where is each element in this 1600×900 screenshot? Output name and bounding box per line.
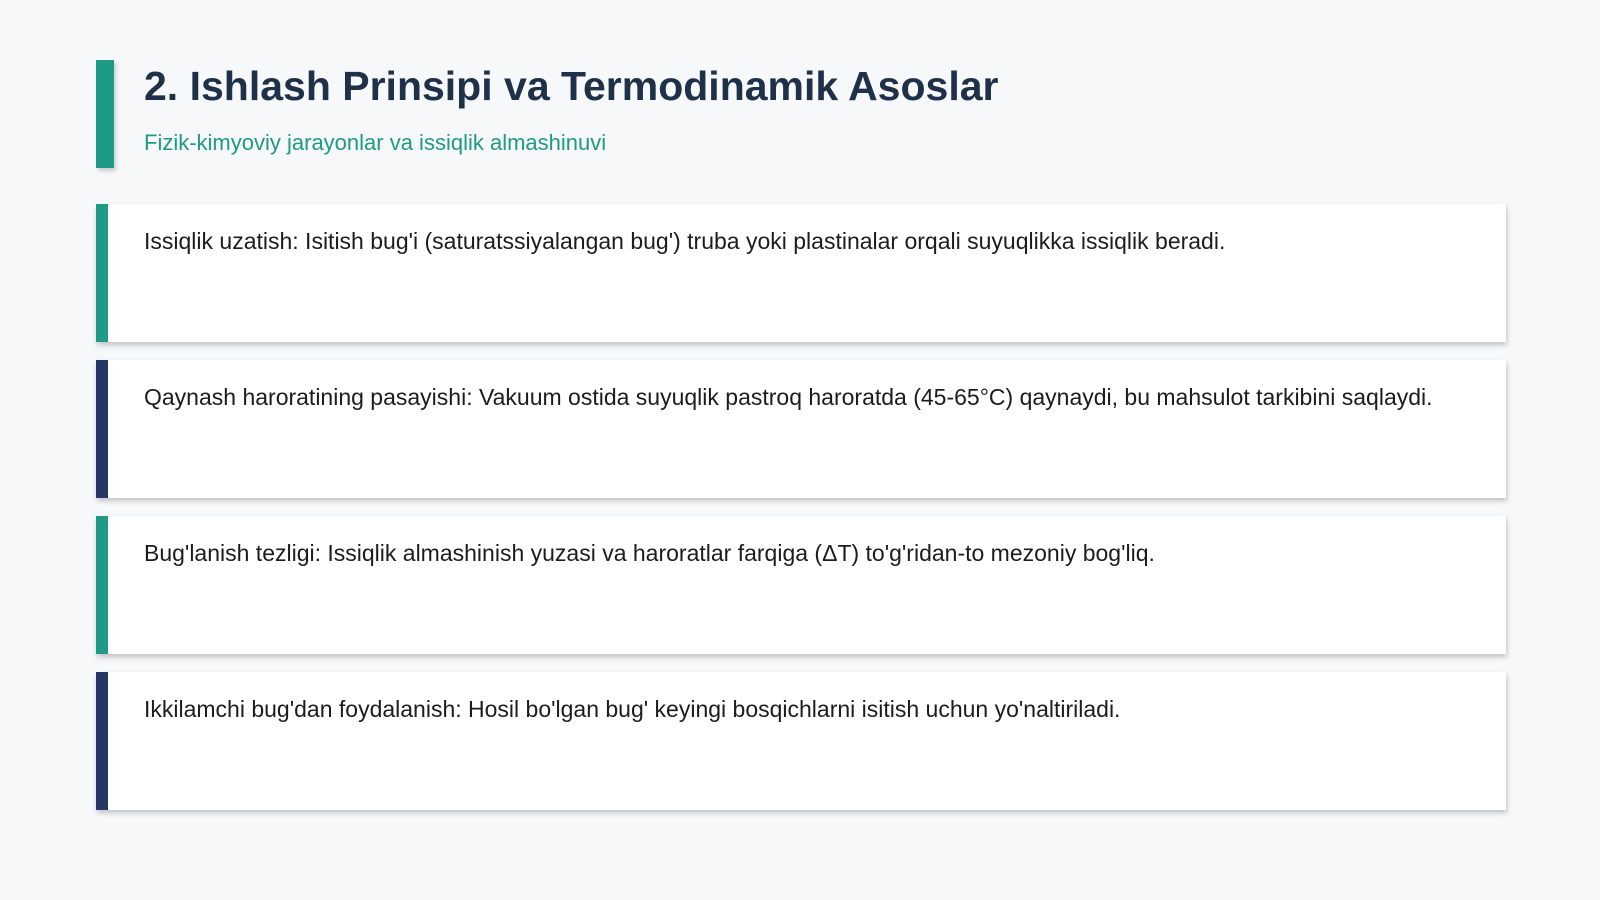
slide-title: 2. Ishlash Prinsipi va Termodinamik Asoslar <box>144 63 999 109</box>
card-buglanish-tezligi <box>96 516 1506 654</box>
card-text: Bug'lanish tezligi: Issiqlik almashinish yuzasi va haroratlar farqiga (ΔT) to'g'ridan-to mezoniy bog'liq. <box>144 540 1155 566</box>
slide-subtitle: Fizik-kimyoviy jarayonlar va issiqlik almashinuvi <box>144 130 607 155</box>
title-accent-bar <box>96 60 114 168</box>
card-accent-bar <box>96 204 108 342</box>
card-accent-bar <box>96 672 108 810</box>
title-block <box>96 60 1496 168</box>
card-issiqlik-uzatish <box>96 204 1506 342</box>
card-list <box>96 204 1506 828</box>
card-accent-bar <box>96 516 108 654</box>
card-qaynash-haroratining-pasayishi <box>96 360 1506 498</box>
card-text: Ikkilamchi bug'dan foydalanish: Hosil bo'lgan bug' keyingi bosqichlarni isitish uchun yo'naltiriladi. <box>144 696 1121 722</box>
card-ikkilamchi-bugdan-foydalanish <box>96 672 1506 810</box>
card-text: Issiqlik uzatish: Isitish bug'i (saturatssiyalangan bug') truba yoki plastinalar orqali suyuqlikka issiqlik beradi. <box>144 228 1226 254</box>
card-text: Qaynash haroratining pasayishi: Vakuum ostida suyuqlik pastroq haroratda (45-65°C) qaynaydi, bu mahsulot tarkibini saqlaydi. <box>144 384 1433 410</box>
card-accent-bar <box>96 360 108 498</box>
